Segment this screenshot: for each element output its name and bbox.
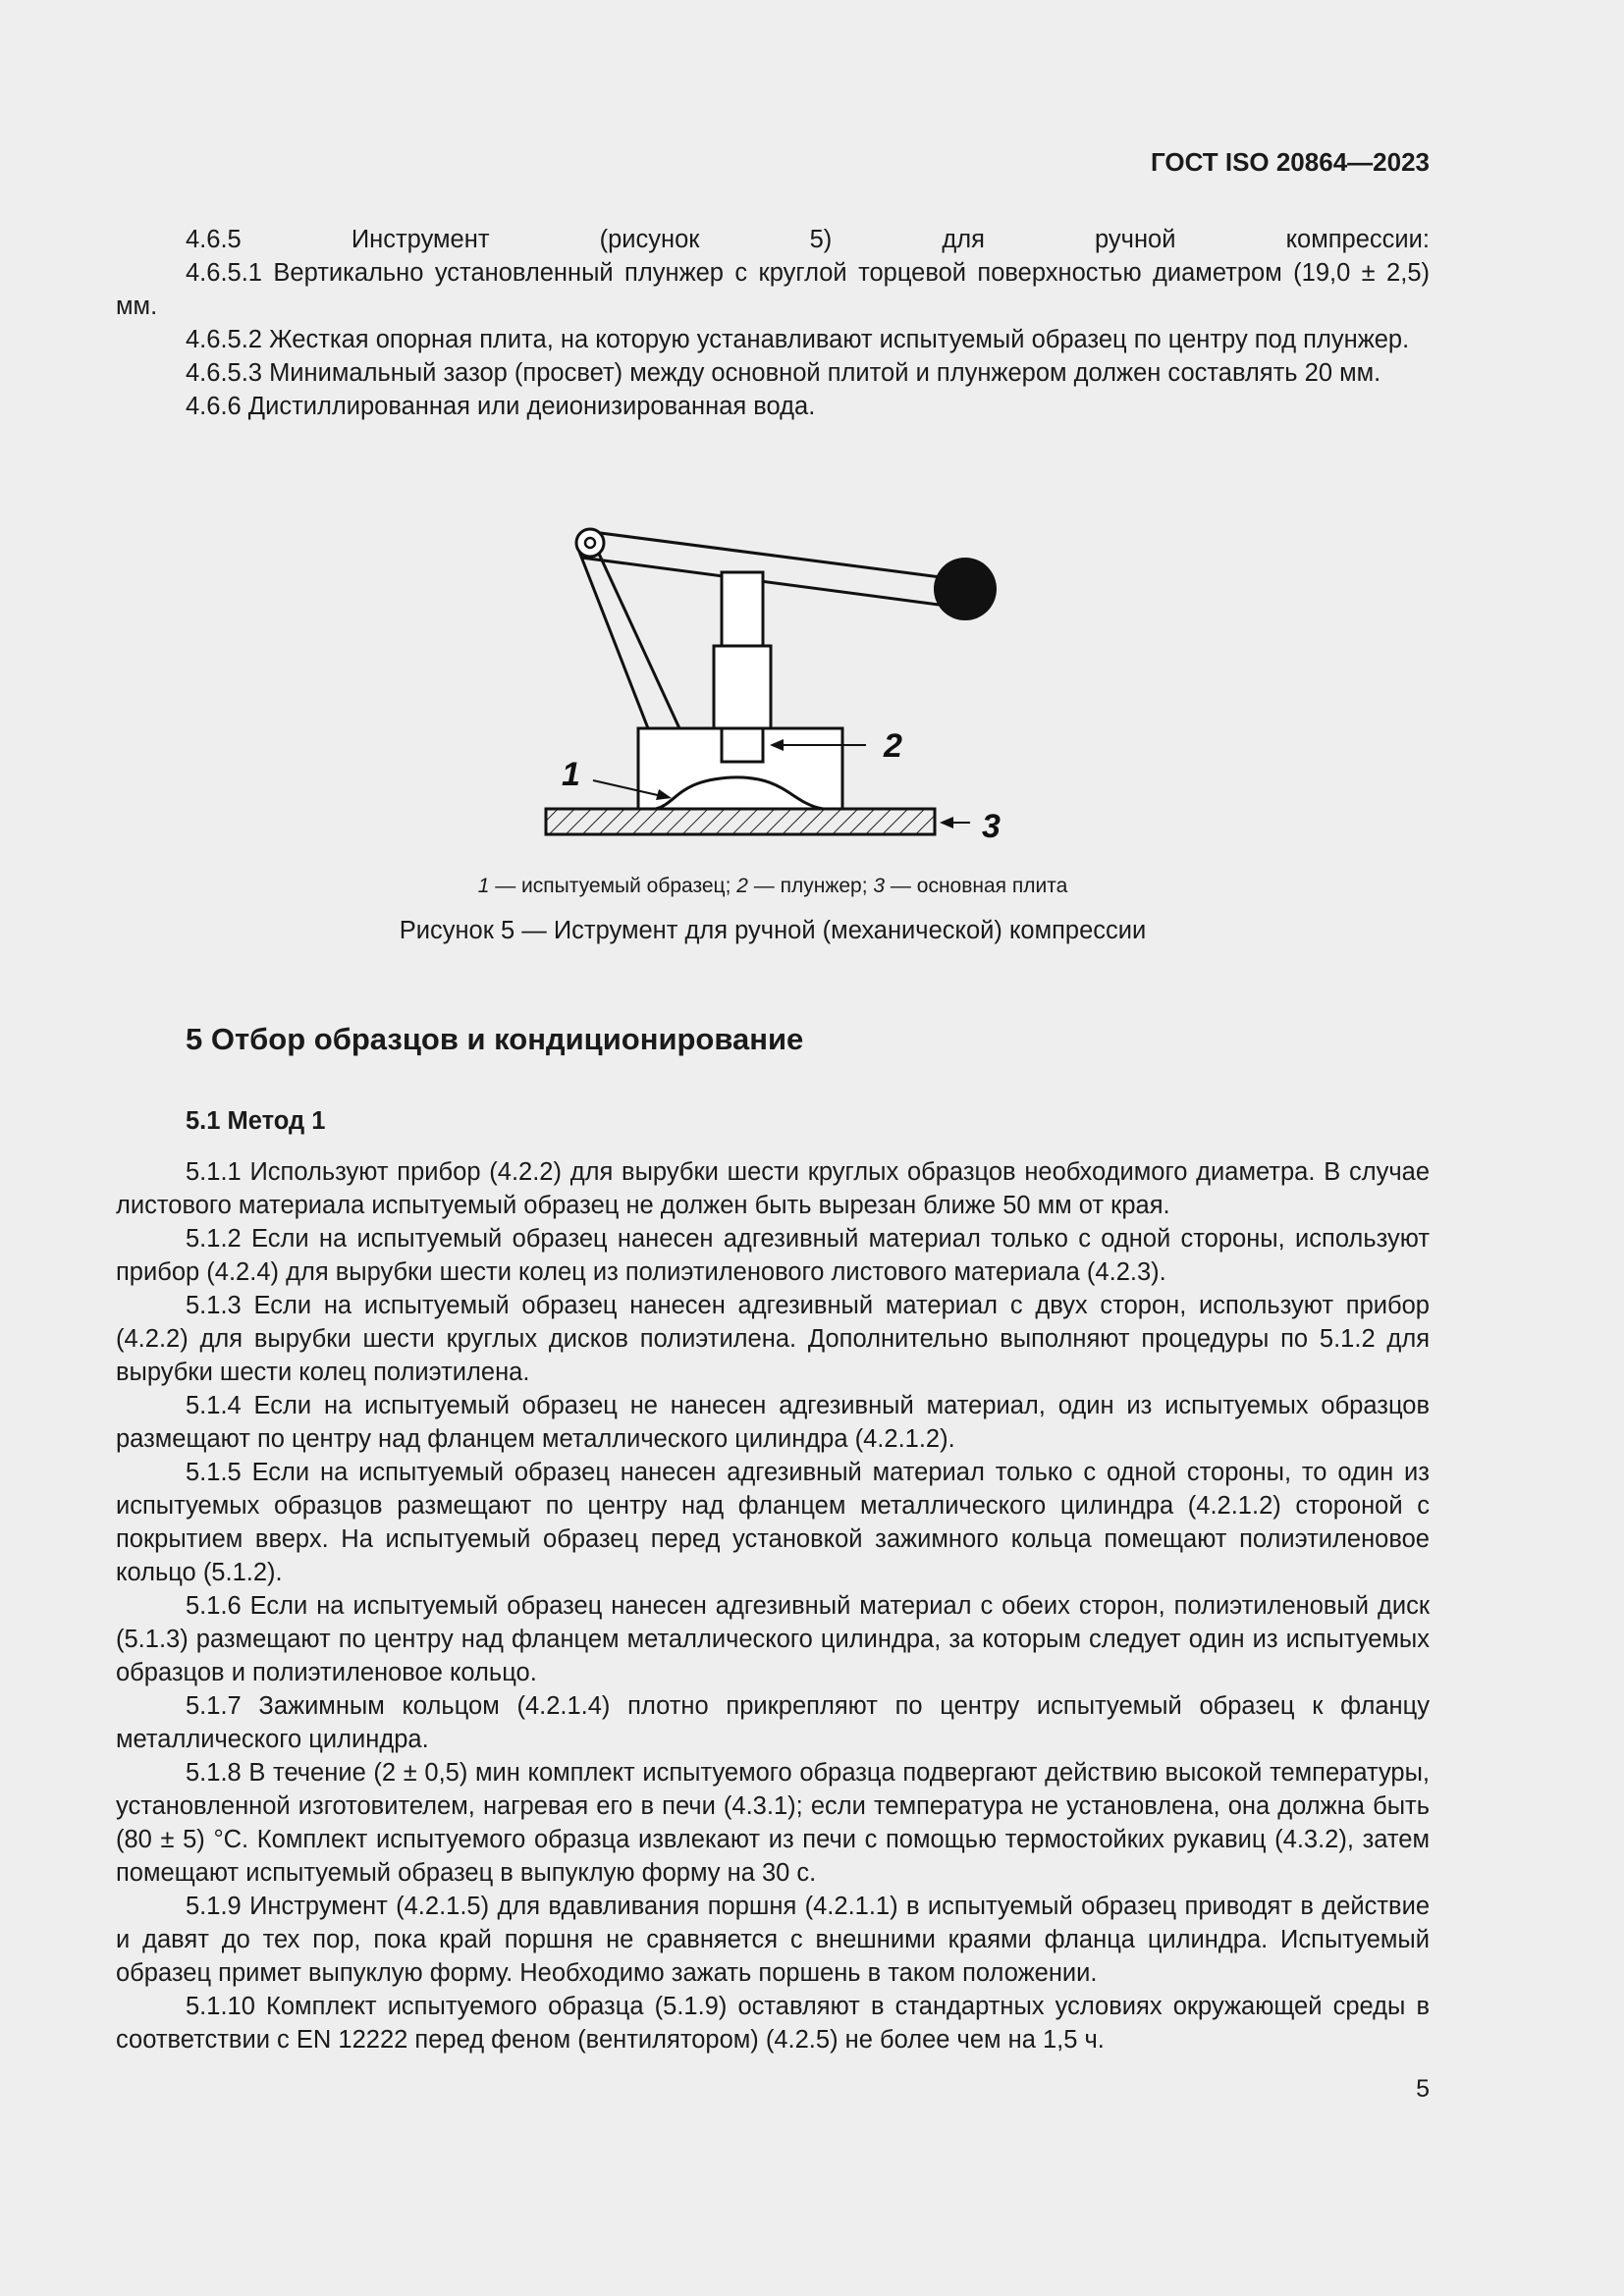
paragraph-4-6-5-1: 4.6.5.1 Вертикально установленный плунжер с круглой торцевой поверхностью диаметром (19,0 ± 2,5) мм.	[116, 259, 1430, 320]
figure-legend	[116, 875, 1430, 898]
method-1-text	[116, 1155, 1430, 2056]
paragraph-4-6-5-2: 4.6.5.2 Жесткая опорная плита, на которую устанавливают испытуемый образец по центру под плунжер.	[186, 326, 1410, 353]
compression-tool-figure	[530, 510, 1001, 864]
base-plate	[546, 809, 935, 834]
paragraph-4-6-6: 4.6.6 Дистиллированная или деионизированная вода.	[186, 393, 816, 420]
legend-text-3: — основная плита	[885, 875, 1068, 897]
paragraph-5-1-2: 5.1.2 Если на испытуемый образец нанесен адгезивный материал только с одной стороны, используют прибор (4.2.4) для вырубки шести колец из полиэтиленового листового материала (4.2.3).	[116, 1225, 1430, 1286]
figure-caption: Рисунок 5 — Иструмент для ручной (механической) компрессии	[399, 917, 1147, 944]
lever-knob	[934, 558, 997, 620]
plunger-tip	[722, 728, 763, 762]
paragraph-5-1-4: 5.1.4 Если на испытуемый образец не нанесен адгезивный материал, один из испытуемых образцов размещают по центру над фланцем металлического цилиндра (4.2.1.2).	[116, 1392, 1430, 1453]
label-arrow-3	[940, 817, 970, 828]
legend-number-2: 2	[736, 875, 748, 897]
paragraph-5-1-7: 5.1.7 Зажимным кольцом (4.2.1.4) плотно прикрепляют по центру испытуемый образец к фланцу металлического цилиндра.	[116, 1692, 1430, 1753]
plunger-rod	[722, 572, 763, 646]
figure-label-1: 1	[562, 756, 580, 793]
page-number: 5	[1416, 2075, 1430, 2103]
paragraph-5-1-9: 5.1.9 Инструмент (4.2.1.5) для вдавливания поршня (4.2.1.1) в испытуемый образец приводят в действие и давят до тех пор, пока край поршня не сравняется с внешними краями фланца цилиндра. Испытуемый образец примет выпуклую форму. Необходимо зажать поршень в таком положении.	[116, 1893, 1430, 1987]
paragraph-5-1-1: 5.1.1 Используют прибор (4.2.2) для вырубки шести круглых образцов необходимого диаметра. В случае листового материала испытуемый образец не должен быть вырезан ближе 50 мм от края.	[116, 1158, 1430, 1219]
figure-label-3: 3	[982, 808, 1001, 845]
intro-text	[116, 223, 1430, 423]
paragraph-5-1-10: 5.1.10 Комплект испытуемого образца (5.1.9) оставляют в стандартных условиях окружающей среды в соответствии с EN 12222 перед феном (вентилятором) (4.2.5) не более чем на 1,5 ч.	[116, 1993, 1430, 2054]
paragraph-4-6-5-3: 4.6.5.3 Минимальный зазор (просвет) между основной плитой и плунжером должен составлять 20 мм.	[186, 359, 1381, 387]
legend-number-1: 1	[477, 875, 490, 897]
subsection-title: 5.1 Метод 1	[186, 1107, 326, 1135]
paragraph-4-6-5: 4.6.5 Инструмент (рисунок 5) для ручной компрессии:	[186, 226, 1430, 253]
plunger-body	[714, 646, 771, 728]
figure-label-2: 2	[884, 727, 902, 765]
standard-header: ГОСТ ISO 20864—2023	[1150, 147, 1430, 177]
paragraph-5-1-6: 5.1.6 Если на испытуемый образец нанесен адгезивный материал с обеих сторон, полиэтиленовый диск (5.1.3) размещают по центру над фланцем металлического цилиндра, за которым следует один из испытуемых образцов и полиэтиленовое кольцо.	[116, 1592, 1430, 1686]
legend-text-2: — плунжер;	[747, 875, 874, 897]
section-title: 5 Отбор образцов и кондиционирование	[186, 1022, 804, 1056]
legend-number-3: 3	[873, 875, 886, 897]
lever-support	[579, 552, 679, 728]
paragraph-5-1-3: 5.1.3 Если на испытуемый образец нанесен адгезивный материал с двух сторон, используют прибор (4.2.2) для вырубки шести круглых дисков полиэтилена. Дополнительно выполняют процедуры по 5.1.2 для вырубки шести колец полиэтилена.	[116, 1292, 1430, 1386]
paragraph-5-1-5: 5.1.5 Если на испытуемый образец нанесен адгезивный материал только с одной стороны, то один из испытуемых образцов размещают по центру над фланцем металлического цилиндра (4.2.1.2) стороной с покрытием вверх. На испытуемый образец перед установкой зажимного кольца помещают полиэтиленовое кольцо (5.1.2).	[116, 1459, 1430, 1586]
legend-text-1: — испытуемый образец;	[489, 875, 737, 897]
paragraph-5-1-8: 5.1.8 В течение (2 ± 0,5) мин комплект испытуемого образца подвергают действию высокой температуры, установленной изготовителем, нагревая его в печи (4.3.1); если температура не установлена, она должна быть (80 ± 5) °С. Комплект испытуемого образца извлекают из печи с помощью термостойких рукавиц (4.3.2), затем помещают испытуемый образец в выпуклую форму на 30 с.	[116, 1759, 1430, 1887]
